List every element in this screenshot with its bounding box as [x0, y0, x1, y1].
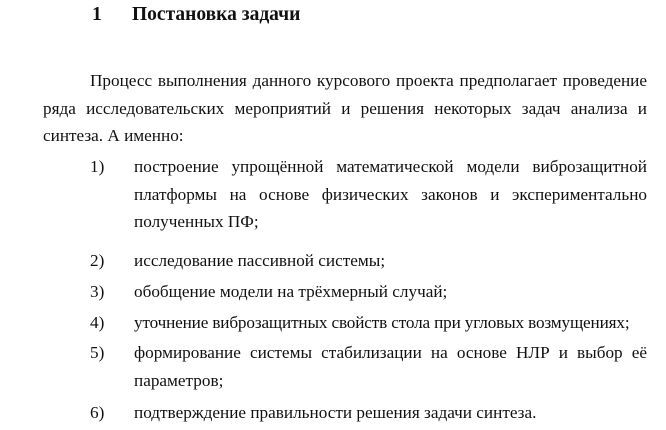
list-item-line: платформы на основе физических законов и экспериментально: [134, 184, 647, 204]
list-item-line: формирование системы стабилизации на основе НЛР и выбор её: [134, 343, 647, 362]
list-item-text: [134, 247, 647, 275]
list-item-text: [134, 309, 647, 337]
section-number: 1: [92, 4, 102, 25]
list-marker: 2): [90, 251, 105, 270]
intro-paragraph: [43, 67, 647, 150]
list-marker: 5): [90, 343, 105, 362]
list-item-line: уточнение виброзащитных свойств стола при угловых возмущениях;: [134, 313, 630, 332]
paragraph-line: Процесс выполнения данного курсового проекта предполагает проведение: [90, 71, 647, 90]
list-marker: 1): [90, 157, 105, 176]
list-marker: 6): [90, 403, 105, 422]
section-title: Постановка задачи: [132, 4, 301, 25]
list-item-line: полученных ПФ;: [134, 212, 259, 231]
list-item-text: [134, 278, 647, 306]
list-item-line: построение упрощённой математической модели виброзащитной: [134, 157, 647, 176]
list-item-text: [134, 339, 647, 394]
list-item-line: обобщение модели на трёхмерный случай;: [134, 282, 448, 301]
list-item-line: подтверждение правильности решения задачи синтеза.: [134, 403, 537, 422]
paragraph-line: синтеза. А именно:: [43, 126, 184, 145]
list-marker: 3): [90, 282, 105, 301]
list-item-text: [134, 153, 647, 236]
paragraph-line: ряда исследовательских мероприятий и решения некоторых задач анализа и: [43, 98, 647, 118]
list-item-line: параметров;: [134, 370, 224, 390]
list-item-line: исследование пассивной системы;: [134, 251, 386, 270]
section-heading: [92, 4, 300, 26]
list-marker: 4): [90, 313, 105, 332]
list-item-text: [134, 399, 647, 427]
